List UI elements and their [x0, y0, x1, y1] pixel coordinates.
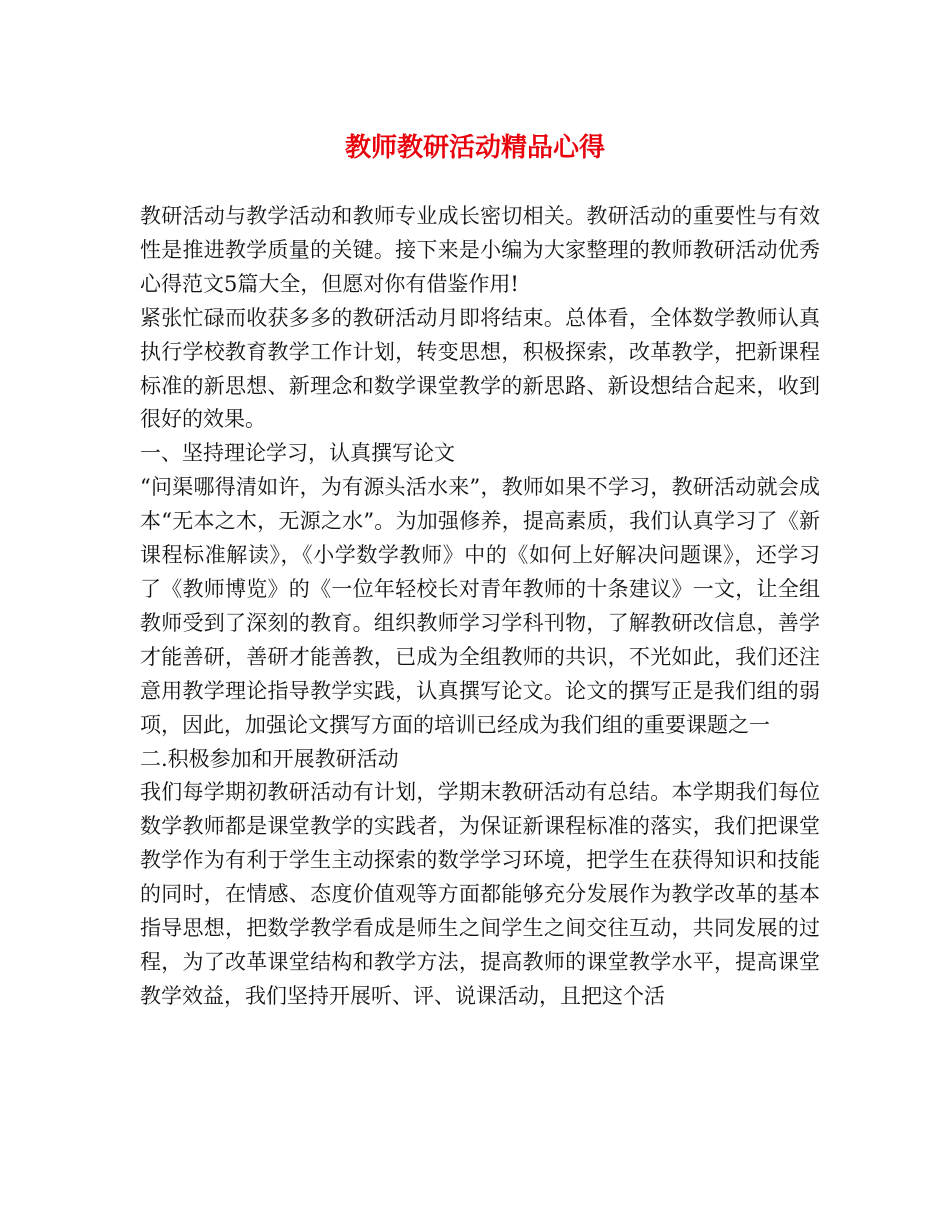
- section-heading-1: 一、坚持理论学习，认真撰写论文: [140, 441, 455, 466]
- document-body: [140, 200, 820, 1014]
- paragraph-intro: 教研活动与教学活动和教师专业成长密切相关。教研活动的重要性与有效性是推进教学质量的关键。接下来是小编为大家整理的教师教研活动优秀心得范文5篇大全，但愿对你有借鉴作用!: [140, 204, 820, 296]
- section-heading-2: 二.积极参加和开展教研活动: [140, 746, 399, 771]
- paragraph-activities: 我们每学期初教研活动有计划，学期末教研活动有总结。本学期我们每位数学教师都是课堂教学的实践者，为保证新课程标准的落实，我们把课堂教学作为有利于学生主动探索的数学学习环境，把学生在获得知识和技能的同时，在情感、态度价值观等方面都能够充分发展作为教学改革的基本指导思想，把数学教学看成是师生之间学生之间交往互动，共同发展的过程，为了改革课堂结构和教学方法，提高教师的课堂教学水平，提高课堂教学效益，我们坚持开展听、评、说课活动，且把这个活: [140, 780, 820, 1008]
- document-title: 教师教研活动精品心得: [344, 133, 605, 163]
- paragraph-theory-study: “问渠哪得清如许，为有源头活水来”，教师如果不学习，教研活动就会成本“无本之木，无源之水”。为加强修养，提高素质，我们认真学习了《新课程标准解读》，《小学数学教师》中的《如何上好解决问题课》，还学习了《教师博览》的《一位年轻校长对青年教师的十条建议》一文，让全组教师受到了深刻的教育。组织教师学习学科刊物，了解教研改信息，善学才能善研，善研才能善教，已成为全组教师的共识，不光如此，我们还注意用教学理论指导教学实践，认真撰写论文。论文的撰写正是我们组的弱项，因此，加强论文撰写方面的培训已经成为我们组的重要课题之一: [140, 475, 820, 737]
- paragraph-summary: 紧张忙碌而收获多多的教研活动月即将结束。总体看，全体数学教师认真执行学校教育教学工作计划，转变思想，积极探索，改革教学，把新课程标准的新思想、新理念和数学课堂教学的新思路、新设想结合起来，收到很好的效果。: [140, 305, 820, 432]
